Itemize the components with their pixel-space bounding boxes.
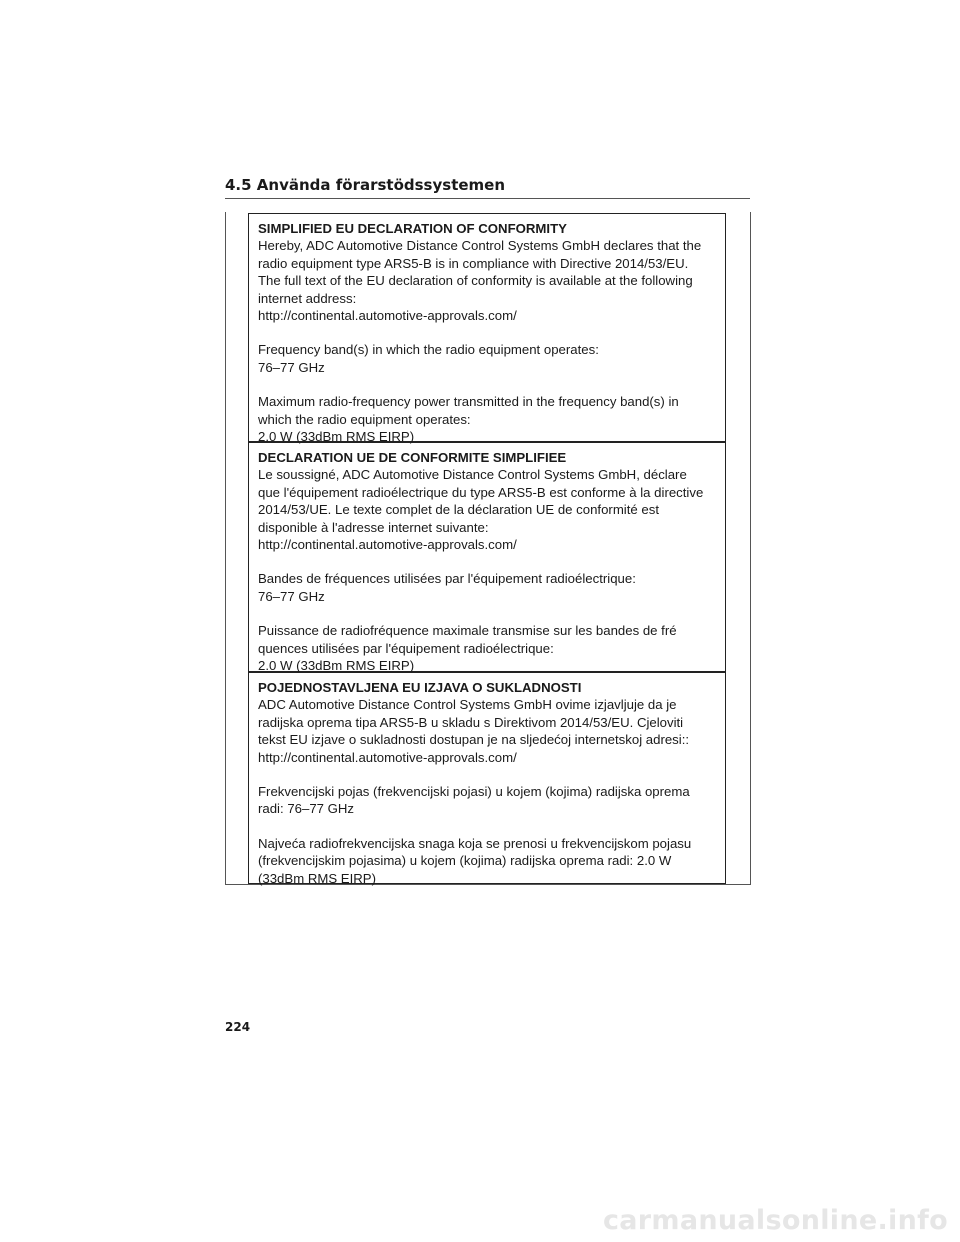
body-line: radio equipment type ARS5-B is in compliance with Directive 2014/53/EU. xyxy=(258,255,689,271)
body-line: 2014/53/UE. Le texte complet de la déclaration UE de conformité est xyxy=(258,502,659,518)
declaration-title: POJEDNOSTAVLJENA EU IZJAVA O SUKLADNOSTI xyxy=(258,680,582,695)
url-line: http://continental.automotive-approvals.com/ xyxy=(258,537,517,553)
url-line: http://continental.automotive-approvals.com/ xyxy=(258,749,517,765)
frequency-line: Frequency band(s) in which the radio equipment operates: xyxy=(258,342,599,358)
frequency-line: 76–77 GHz xyxy=(258,588,325,604)
body-line: radijska oprema tipa ARS5-B u skladu s Direktivom 2014/53/EU. Cjeloviti xyxy=(258,714,684,730)
frequency-line: 76–77 GHz xyxy=(258,359,325,375)
body-line: Hereby, ADC Automotive Distance Control Systems GmbH declares that the xyxy=(258,238,702,254)
declaration-title: SIMPLIFIED EU DECLARATION OF CONFORMITY xyxy=(258,221,567,236)
body-line: tekst EU izjave o sukladnosti dostupan je na sljedećoj internetskoj adresi:: xyxy=(258,732,690,748)
section-header: 4.5 Använda förarstödssystemen xyxy=(225,176,750,199)
power-line: Puissance de radiofréquence maximale transmise sur les bandes de fré xyxy=(258,623,677,639)
body-line: que l'équipement radioélectrique du type ARS5-B est conforme à la directive xyxy=(258,484,704,500)
declaration-fr xyxy=(248,442,726,672)
power-line: 2.0 W (33dBm RMS EIRP) xyxy=(258,429,415,445)
frequency-line: radi: 76–77 GHz xyxy=(258,801,355,817)
url-line: http://continental.automotive-approvals.com/ xyxy=(258,308,517,324)
page-number: 224 xyxy=(225,1020,251,1034)
body-line: disponible à l'adresse internet suivante: xyxy=(258,519,489,535)
power-line: 2.0 W (33dBm RMS EIRP) xyxy=(258,658,415,674)
frequency-line: Bandes de fréquences utilisées par l'équipement radioélectrique: xyxy=(258,571,636,587)
power-line: (33dBm RMS EIRP) xyxy=(258,870,376,886)
body-line: The full text of the EU declaration of conformity is available at the following xyxy=(258,273,693,289)
body-line: internet address: xyxy=(258,290,357,306)
power-line: Maximum radio-frequency power transmitted in the frequency band(s) in xyxy=(258,394,679,410)
power-line: which the radio equipment operates: xyxy=(258,411,471,427)
frequency-line: Frekvencijski pojas (frekvencijski pojasi) u kojem (kojima) radijska oprema xyxy=(258,784,690,800)
declaration-en xyxy=(248,213,726,445)
declaration-hr xyxy=(248,672,726,884)
power-line: quences utilisées par l'équipement radioélectrique: xyxy=(258,640,554,656)
power-line: Najveća radiofrekvencijska snaga koja se prenosi u frekvencijskom pojasu xyxy=(258,835,692,851)
watermark: carmanualsonline.info xyxy=(602,1205,948,1236)
body-line: ADC Automotive Distance Control Systems GmbH ovime izjavljuje da je xyxy=(258,697,677,713)
declaration-title: DECLARATION UE DE CONFORMITE SIMPLIFIEE xyxy=(258,450,567,465)
body-line: Le soussigné, ADC Automotive Distance Control Systems GmbH, déclare xyxy=(258,467,687,483)
power-line: (frekvencijskim pojasima) u kojem (kojima) radijska oprema radi: 2.0 W xyxy=(258,853,672,869)
